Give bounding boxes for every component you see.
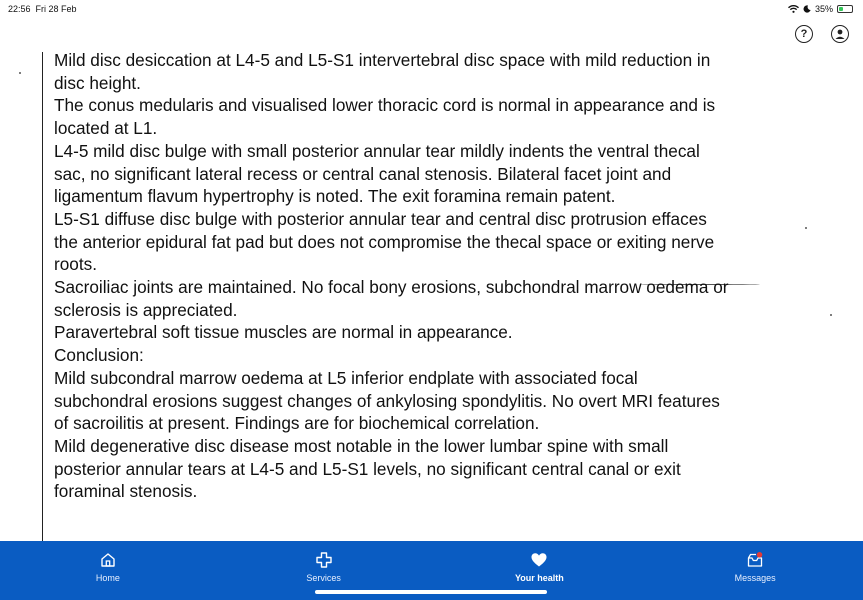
margin-line <box>42 52 43 541</box>
report-line: posterior annular tears at L4-5 and L5-S1 levels, no significant central canal or exit <box>54 458 681 479</box>
report-line: sac, no significant lateral recess or central canal stenosis. Bilateral facet joint and <box>54 163 672 184</box>
report-line: Mild degenerative disc disease most notable in the lower lumbar spine with small <box>54 435 669 456</box>
person-circle-icon[interactable] <box>831 25 849 43</box>
battery-level <box>839 7 843 11</box>
heart-icon <box>530 551 548 569</box>
battery-icon <box>837 5 853 13</box>
nav-services-label: Services <box>306 573 341 583</box>
report-line: located at L1. <box>54 118 158 139</box>
status-time: 22:56 <box>8 4 31 14</box>
report-line: sclerosis is appreciated. <box>54 299 238 320</box>
report-line: the anterior epidural fat pad but does not compromise the thecal space or exiting nerve <box>54 231 715 252</box>
report-line: Paravertebral soft tissue muscles are normal in appearance. <box>54 322 513 343</box>
report-line: ligamentum flavum hypertrophy is noted. The exit foramina remain patent. <box>54 186 616 207</box>
scan-speck <box>19 72 21 74</box>
inbox-icon <box>746 551 764 569</box>
status-date: Fri 28 Feb <box>35 4 77 14</box>
status-bar <box>0 0 863 18</box>
nav-messages[interactable] <box>647 541 863 600</box>
report-line: disc height. <box>54 72 141 93</box>
report-line: of sacroilitis at present. Findings are for biochemical correlation. <box>54 413 540 434</box>
home-icon <box>99 551 117 569</box>
report-line: subchondral erosions suggest changes of ankylosing spondylitis. No overt MRI features <box>54 390 720 411</box>
report-line: roots. <box>54 254 97 275</box>
report-line: L4-5 mild disc bulge with small posterior annular tear mildly indents the ventral thecal <box>54 140 700 161</box>
battery-percent: 35% <box>814 4 833 14</box>
report-line: Mild subcondral marrow oedema at L5 inferior endplate with associated focal <box>54 367 638 388</box>
nav-home[interactable] <box>0 541 216 600</box>
report-line: Mild disc desiccation at L4-5 and L5-S1 intervertebral disc space with mild reduction in <box>54 50 711 70</box>
unread-badge <box>757 552 763 558</box>
wifi-icon <box>788 5 799 13</box>
medical-cross-icon <box>315 551 333 569</box>
report-line: Sacroiliac joints are maintained. No focal bony erosions, subchondral marrow oedema or <box>54 277 729 298</box>
status-datetime <box>8 4 77 14</box>
nav-messages-label: Messages <box>734 573 776 583</box>
report-line: foraminal stenosis. <box>54 481 198 502</box>
home-indicator[interactable] <box>315 590 547 594</box>
header-actions <box>795 25 849 43</box>
report-line: L5-S1 diffuse disc bulge with posterior annular tear and central disc protrusion effaces <box>54 208 707 229</box>
scanned-report <box>0 44 863 541</box>
question-circle-icon[interactable]: ? <box>795 25 813 43</box>
status-indicators <box>788 4 853 14</box>
report-line: Conclusion: <box>54 345 144 366</box>
scan-speck <box>830 314 832 316</box>
report-text <box>54 49 823 503</box>
moon-icon <box>803 5 811 13</box>
report-line: The conus medularis and visualised lower thoracic cord is normal in appearance and is <box>54 95 716 116</box>
nav-your-health-label: Your health <box>514 573 564 583</box>
nav-home-label: Home <box>95 573 120 583</box>
person-glyph <box>834 28 846 40</box>
